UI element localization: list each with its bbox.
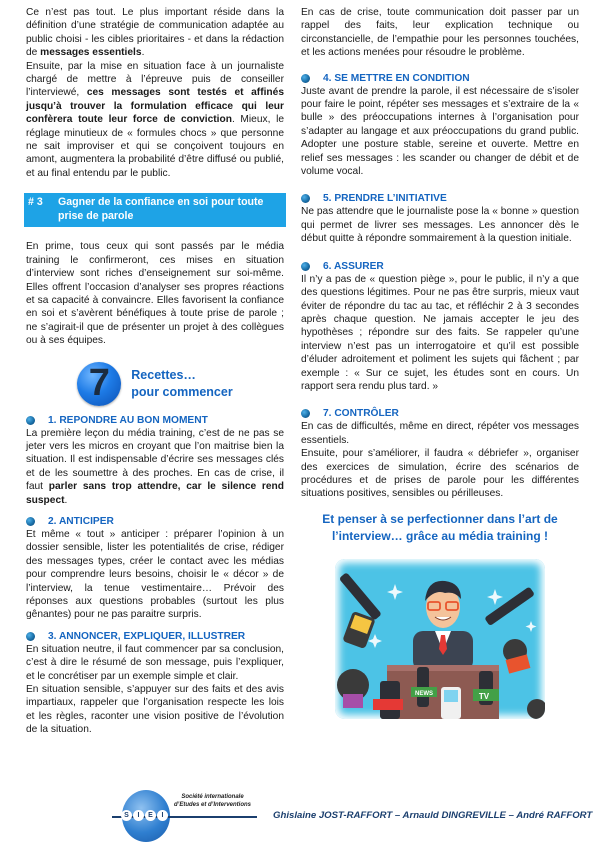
press-conference-image-icon — [335, 559, 545, 719]
item-6-heading: 6. ASSURER — [301, 260, 579, 273]
recipes-title: Recettes… pour commencer — [131, 367, 233, 399]
item-7-heading: 7. CONTRÔLER — [301, 407, 579, 420]
item-5-body: Ne pas attendre que le journaliste pose la « bonne » question qui permet de livrer ses messages. Les annoncer dès le début quitte à répondre sommairement à la question initiale. — [301, 206, 579, 245]
siei-logo — [112, 790, 252, 845]
bullet-sphere-icon — [301, 409, 310, 418]
footer — [0, 790, 600, 845]
item-4-body: Juste avant de prendre la parole, il est nécessaire de s’isoler pour faire le point, répéter ses messages et s’extraire de la « bulle » des préoccupations internes à l’organisation pour s’adapter au langage et aux préoccupations du grand public. Adopter une posture stable, sereine et ouverte. Mettre en relief ses messages : les scander ou changer de débit et de volume vocal. — [301, 85, 579, 178]
intro-paragraph-2: Ensuite, par la mise en situation face à un journaliste chargé de mettre à l’épreuve puis de conseiller l’interviewé, ces messages sont testés et affinés jusqu’à trouver la formulation efficace qui leur confèrera toute leur force de conviction. Mieux, le réglage minutieux de « formules chocs » que personne ne sait improviser et qui se conçoivent toujours en amont, augmentera la probabilité d’être diffusé ou publié, et au final entendu par le public. — [26, 60, 284, 179]
item-3-body-1: En situation neutre, il faut commencer par sa conclusion, c’est à dire le résumé de son message, puis l’expliquer, et le concrétiser par un exemple simple et clair. — [26, 643, 284, 682]
section-3-body: En prime, tous ceux qui sont passés par le média training le confirmeront, ces mises en situation d’interview sont riches d’enseignement sur soi-même. Elles offrent l’occasion d’analyser ses propres réactions et sa capacité à convaincre. Elles favorisent la confiance en soi et s’avèrent bénéfiques à toute prise de parole ; ne s’agirait-il que de présenter un projet à des collègues ou à ses équipes. — [26, 241, 284, 347]
section-3-number: # 3 — [28, 196, 43, 209]
bullet-sphere-icon — [301, 262, 310, 271]
logo-letters: S I E I — [121, 810, 168, 821]
right-column — [301, 6, 579, 719]
bullet-sphere-icon — [301, 194, 310, 203]
item-7-body-1: En cas de difficultés, même en direct, répéter vos messages essentiels. — [301, 421, 579, 446]
tv-label: TV — [478, 691, 490, 701]
bullet-sphere-icon — [301, 74, 310, 83]
organization-name: Société internationale d’Etudes et d’Interventions — [174, 794, 252, 808]
item-1-body: La première leçon du média training, c’est de ne pas se jeter vers les micros en croyant que l’on maitrise bien la situation. Il est indispensable d’écrire ses messages clés et de les soumettre à des proches. En cas de crise, il faut parler sans trop attendre, car le silence rend suspect. — [26, 427, 285, 506]
bullet-sphere-icon — [26, 416, 35, 425]
item-2-body: Et même « tout » anticiper : préparer l’opinion à un dossier sensible, lister les potentialités de crise, rédiger des messages types, créer le contact avec les médias pour comprendre leurs besoins, choisir le « décor » de l’interview, la tenue vestimentaire… Prévoir des réponses aux questions probables (surtout les plus gênantes) pour ne pas paraitre surpris. — [26, 528, 284, 621]
news-label: NEWS — [415, 690, 433, 697]
authors-credit: Ghislaine JOST-RAFFORT – Arnauld DINGREVILLE – André RAFFORT — [273, 810, 593, 821]
item-3-body-2: En situation sensible, s’appuyer sur des faits et des avis impartiaux, rappeler que l’organisation respecte les lois et les règles, raconter une vision positive de l’évolution de la situation. — [26, 684, 284, 736]
item-6-body: Il n’y a pas de « question piège », pour le public, il n’y a que des questions légitimes. Pour ne pas être surpris, mieux vaut éviter de répondre du tac au tac, et réfléchir 2 à 3 secondes après chaque question. Ne jamais accepter le jeu des hypothèses ; répondre sur des faits. Se rappeler qu’une interview n’est pas un interrogatoire et qu’il est possible d’éluder adroitement et poliment les sujets qui fâchent ; par exemple : « Sur ce sujet, les études sont en cours. Un rapport sera rendu plus tard. » — [301, 273, 579, 392]
item-2-heading: 2. ANTICIPER — [26, 515, 284, 528]
left-column — [26, 6, 284, 737]
bullet-sphere-icon — [26, 632, 35, 641]
press-conference-illustration — [335, 559, 545, 719]
intro-paragraph-1: Ce n’est pas tout. Le plus important réside dans la définition d’une stratégie de communication adaptée au public choisi - les cibles prioritaires - et dans la rédaction de messages essentiels. — [26, 7, 284, 59]
recipes-header — [26, 362, 284, 406]
item-7-body-2: Ensuite, pour s’améliorer, il faudra « débriefer », organiser des exercices de simulation, écrire des scénarios de procédures et de prises de parole pour les différentes situations positives, sensibles ou périlleuses. — [301, 448, 579, 500]
item-4-heading: 4. SE METTRE EN CONDITION — [301, 72, 579, 85]
bullet-sphere-icon — [26, 517, 35, 526]
item-3-heading: 3. ANNONCER, EXPLIQUER, ILLUSTRER — [26, 630, 284, 643]
closing-tagline: Et penser à se perfectionner dans l’art de l’interview… grâce au média training ! — [322, 511, 558, 543]
crisis-paragraph: En cas de crise, toute communication doit passer par un rappel des faits, leur explication technique ou circonstancielle, de l’empathie pour les personnes touchées, et les actions menées pour résoudre le problème. — [301, 7, 579, 59]
number-seven-badge-icon: 7 — [77, 362, 121, 406]
section-3-title: Gagner de la confiance en soi pour toute prise de parole — [58, 196, 264, 222]
item-5-heading: 5. PRENDRE L’INITIATIVE — [301, 192, 579, 205]
section-3-heading — [24, 193, 286, 227]
item-1-heading: 1. REPONDRE AU BON MOMENT — [26, 414, 284, 427]
